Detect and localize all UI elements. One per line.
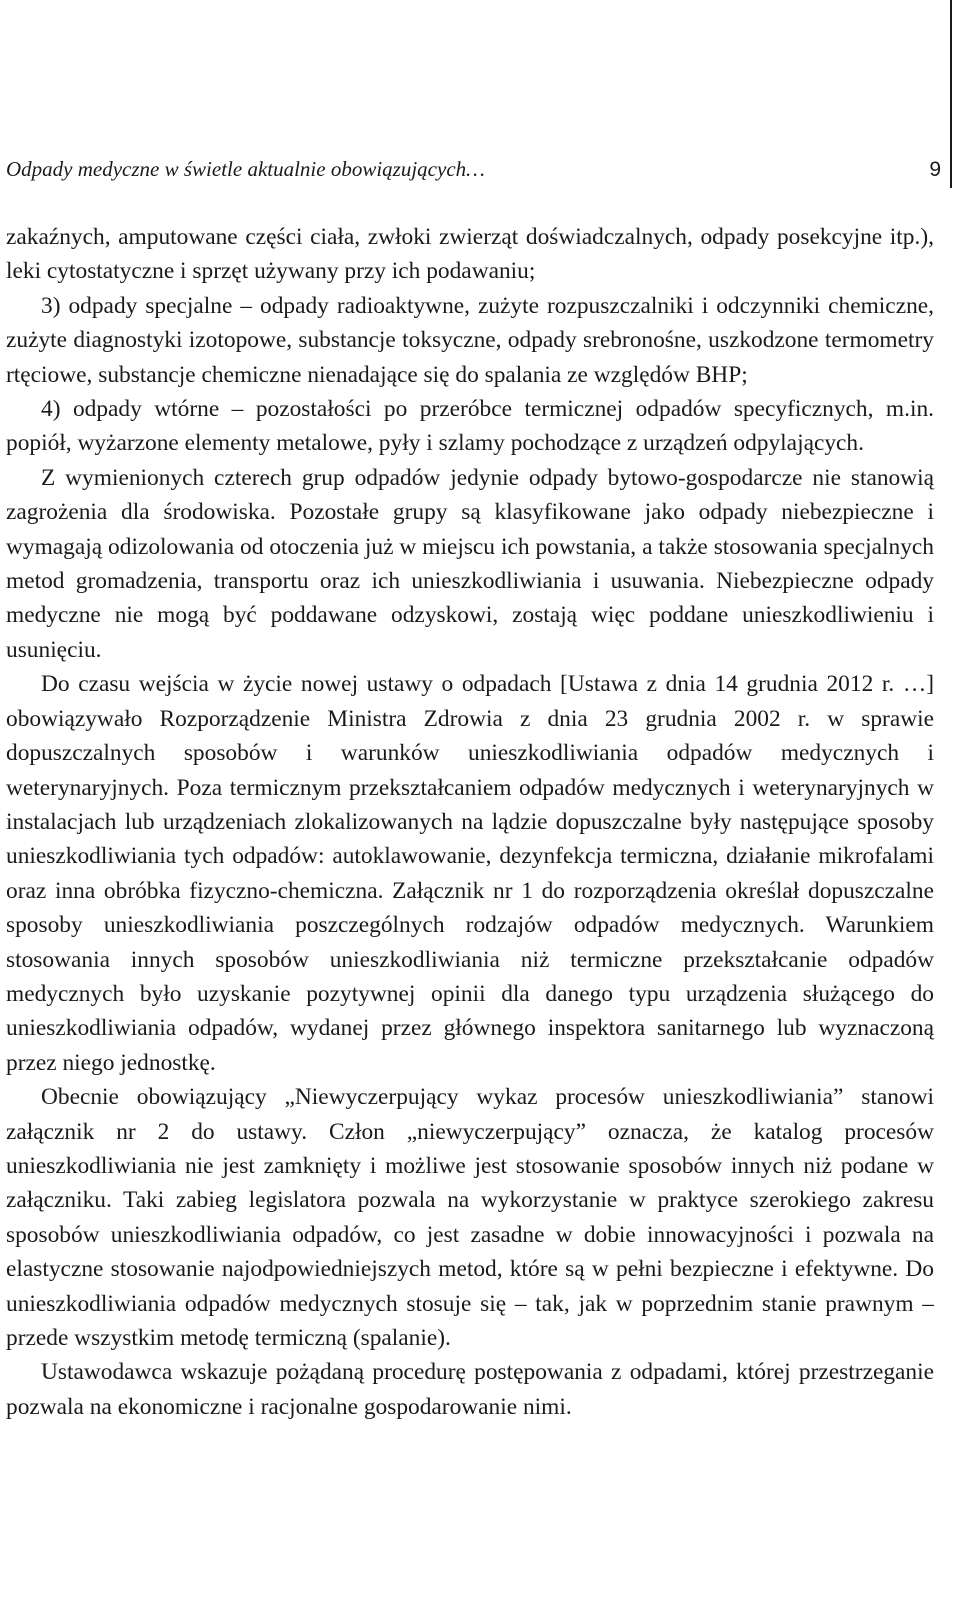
page-number: 9 xyxy=(929,158,941,181)
paragraph: 3) odpady specjalne – odpady radioaktywne, zużyte rozpuszczalniki i odczynniki chemiczne, zużyte diagnostyki izotopowe, substancje toksyczne, odpady srebronośne, uszkodzone termometry rtęciowe, substancje chemiczne nienadające się do spalania ze względów BHP; xyxy=(6,292,934,388)
paragraph: zakaźnych, amputowane części ciała, zwłoki zwierząt doświadczalnych, odpady posekcyjne itp.), leki cytostatyczne i sprzęt używany przy ich podawaniu; xyxy=(6,224,934,285)
paragraph: Obecnie obowiązujący „Niewyczerpujący wykaz procesów unieszkodliwiania” stanowi załącznik nr 2 do ustawy. Człon „niewyczerpujący” oznacza, że katalog procesów unieszkodliwiania nie jest zamknięty i możliwe jest stosowanie sposobów innych niż podane w załączniku. Taki zabieg legislatora pozwala na wykorzystanie w praktyce szerokiego zakresu sposobów unieszkodliwiania odpadów, co jest zasadne w dobie innowacyjności i pozwala na elastyczne stosowanie najodpowiedniejszych metod, które są w pełni bezpieczne i efektywne. Do unieszkodliwiania odpadów medycznych stosuje się – tak, jak w poprzednim stanie prawnym – przede wszystkim metodę termiczną (spalanie). xyxy=(6,1084,934,1351)
paragraph: Do czasu wejścia w życie nowej ustawy o odpadach [Ustawa z dnia 14 grudnia 2012 r. …] obowiązywało Rozporządzenie Ministra Zdrowia z dnia 23 grudnia 2002 r. w sprawie dopuszczalnych sposobów i warunków unieszkodliwiania odpadów medycznych i weterynaryjnych. Poza termicznym przekształcaniem odpadów medycznych i weterynaryjnych w instalacjach lub urządzeniach zlokalizowanych na lądzie dopuszczalne były następujące sposoby unieszkodliwiania tych odpadów: autoklawowanie, dezynfekcja termiczna, działanie mikrofalami oraz inna obróbka fizyczno-chemiczna. Załącznik nr 1 do rozporządzenia określał dopuszczalne sposoby unieszkodliwiania poszczególnych rodzajów odpadów medycznych. Warunkiem stosowania innych sposobów unieszkodliwiania niż termiczne przekształcanie odpadów medycznych było uzyskanie pozytywnej opinii dla danego typu urządzenia służącego do unieszkodliwiania odpadów, wydanej przez głównego inspektora sanitarnego lub wyznaczoną przez niego jednostkę. xyxy=(6,671,934,1076)
running-head xyxy=(6,157,941,187)
margin-rule xyxy=(950,0,952,188)
running-title: Odpady medyczne w świetle aktualnie obowiązujących… xyxy=(6,157,485,181)
paragraph: 4) odpady wtórne – pozostałości po przeróbce termicznej odpadów specyficznych, m.in. popiół, wyżarzone elementy metalowe, pyły i szlamy pochodzące z urządzeń odpylających. xyxy=(6,396,934,457)
paragraph: Z wymienionych czterech grup odpadów jedynie odpady bytowo-gospodarcze nie stanowią zagrożenia dla środowiska. Pozostałe grupy są klasyfikowane jako odpady niebezpieczne i wymagają odizolowania od otoczenia już w miejscu ich powstania, a także stosowania specjalnych metod gromadzenia, transportu oraz ich unieszkodliwiania i usuwania. Niebezpieczne odpady medyczne nie mogą być poddawane odzyskowi, zostają więc poddane unieszkodliwieniu i usunięciu. xyxy=(6,464,934,663)
paragraph: Ustawodawca wskazuje pożądaną procedurę postępowania z odpadami, której przestrzeganie pozwala na ekonomiczne i racjonalne gospodarowanie nimi. xyxy=(6,1359,934,1420)
body-text xyxy=(6,220,934,1424)
